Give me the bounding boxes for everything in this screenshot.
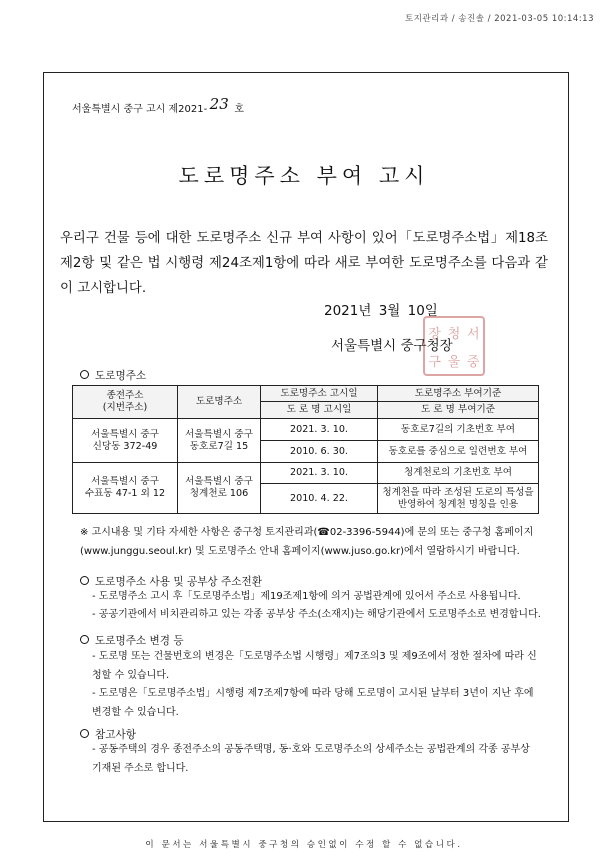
table-subheader-road-criteria: 도 로 명 부여기준 xyxy=(378,402,539,419)
table-subheader-road-date: 도 로 명 고시일 xyxy=(261,402,378,419)
notice-number-suffix: 호 xyxy=(234,104,245,115)
address-table xyxy=(72,385,539,514)
circle-bullet-icon xyxy=(80,729,89,738)
section-title: 도로명주소 변경 등 xyxy=(95,635,184,647)
table-header-old-address: 종전주소 (지번주소) xyxy=(73,386,178,419)
road-date-cell: 2010. 4. 22. xyxy=(261,484,378,514)
table-header-notice-date: 도로명주소 고시일 xyxy=(261,386,378,402)
section-title: 도로명주소 사용 및 공부상 주소전환 xyxy=(95,576,262,588)
list-item: - 공동주택의 경우 종전주소의 공동주택명, 동·호와 도로명주소의 상세주소는 공법관계의 각종 공부상 기재된 주소로 합니다. xyxy=(92,744,530,774)
list-item: - 도로명 또는 건물번호의 변경은「도로명주소법 시행령」제7조의3 및 제9조에서 정한 절차에 따라 신청할 수 있습니다. xyxy=(92,651,537,681)
notice-number-handwritten: 23 xyxy=(209,95,229,113)
criteria-cell: 동호로7길의 기초번호 부여 xyxy=(378,419,539,441)
notice-date: 2021년 3월 10일 xyxy=(324,303,438,319)
criteria-cell: 청계천로의 기초번호 부여 xyxy=(378,463,539,484)
section-heading xyxy=(80,633,184,648)
table-row xyxy=(73,419,539,441)
road-criteria-cell: 동호로를 중심으로 일련번호 부여 xyxy=(378,441,539,463)
seal-char: 중 xyxy=(467,354,480,370)
table-row xyxy=(73,463,539,484)
seal-char: 서 xyxy=(467,326,480,342)
section-title: 도로명주소 xyxy=(95,370,147,382)
old-address-cell: 서울특별시 중구 수표동 47-1 외 12 xyxy=(73,463,178,514)
seal-char: 구 xyxy=(428,354,441,370)
circle-bullet-icon xyxy=(80,576,89,585)
notice-number-prefix: 서울특별시 중구 고시 제2021- xyxy=(72,104,208,115)
list-item: - 도로명은「도로명주소법」시행령 제7조제7항에 따라 당해 도로명이 고시된 날부터 3년이 지난 후에 변경할 수 있습니다. xyxy=(92,688,534,718)
notice-date-cell: 2021. 3. 10. xyxy=(261,419,378,441)
document-meta: 토지관리과 / 송진솔 / 2021-03-05 10:14:13 xyxy=(405,14,594,24)
table-header-road-address: 도로명주소 xyxy=(178,386,261,419)
seal-char: 장 xyxy=(428,326,441,342)
footer-notice: 이 문서는 서울특별시 중구청의 승인없이 수정 할 수 없습니다. xyxy=(145,840,463,850)
road-date-cell: 2010. 6. 30. xyxy=(261,441,378,463)
seal-char: 울 xyxy=(447,354,461,370)
page-title: 도로명주소 부여 고시 xyxy=(178,164,430,188)
road-criteria-cell: 청계천을 따라 조성된 도로의 특성을 반영하여 청계천 명칭을 인용 xyxy=(378,484,539,514)
seal-char: 청 xyxy=(447,326,461,342)
inquiry-note: ※ 고시내용 및 기타 자세한 사항은 중구청 토지관리과(☎02-3396-5944)에 문의 또는 중구청 홈페이지(www.junggu.seoul.kr) 및 도로명주소 안내 홈페이지(www.juso.go.kr)에서 열람하시기 바랍니다. xyxy=(80,527,534,557)
notice-body: 우리구 건물 등에 대한 도로명주소 신규 부여 사항이 있어「도로명주소법」제18조 제2항 및 같은 법 시행령 제24조제1항에 따라 새로 부여한 도로명주소를 다음과 같이 고시합니다. xyxy=(60,231,548,296)
notice-date-cell: 2021. 3. 10. xyxy=(261,463,378,484)
old-address-cell: 서울특별시 중구 신당동 372-49 xyxy=(73,419,178,463)
circle-bullet-icon xyxy=(80,370,89,379)
issuer-name: 서울특별시 중구청장 xyxy=(331,338,453,354)
list-item: - 공공기관에서 비치관리하고 있는 각종 공부상 주소(소재지)는 해당기관에서 도로명주소로 변경합니다. xyxy=(92,609,541,620)
road-address-cell: 서울특별시 중구 청계천로 106 xyxy=(178,463,261,514)
table-header-criteria: 도로명주소 부여기준 xyxy=(378,386,539,402)
notice-number xyxy=(72,95,245,116)
road-address-cell: 서울특별시 중구 동호로7길 15 xyxy=(178,419,261,463)
list-item: - 도로명주소 고시 후「도로명주소법」제19조제1항에 의거 공법관계에 있어서 주소로 사용됩니다. xyxy=(92,591,521,602)
section-title: 참고사항 xyxy=(95,729,136,741)
circle-bullet-icon xyxy=(80,635,89,644)
section-address-heading xyxy=(80,368,146,383)
